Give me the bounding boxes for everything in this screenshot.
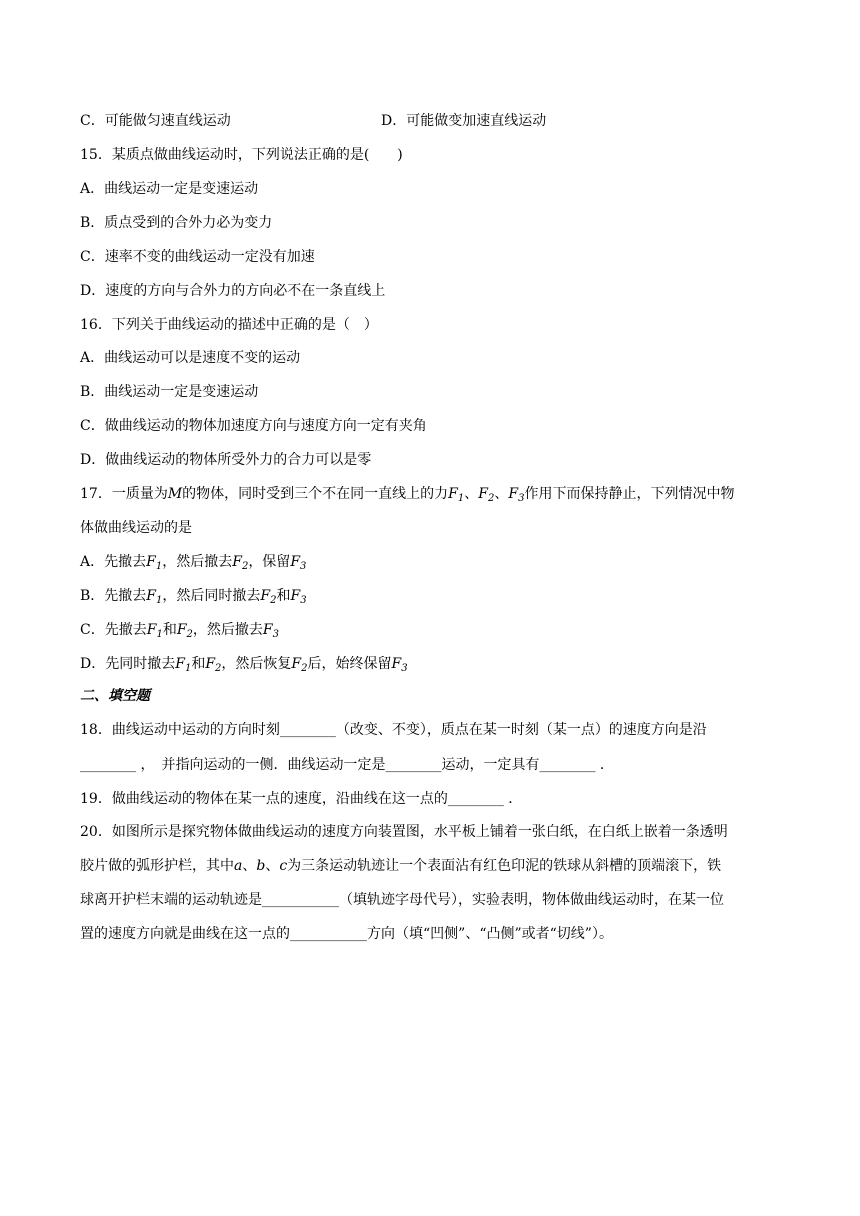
q17-option-text: 和 — [191, 656, 206, 672]
q17-force-symbol: F — [146, 622, 157, 638]
q17-force-symbol: F — [260, 588, 271, 604]
q20-line2 — [80, 856, 721, 876]
q18-line2: ________ ， 并指向运动的一侧．曲线运动一定是________运动，一定具有________ ． — [80, 757, 614, 773]
q17-option-text: 后，始终保留 — [307, 656, 392, 672]
q17-force-symbol: F — [232, 554, 242, 570]
q17-option-text: A．先撤去 — [80, 554, 147, 570]
q17-force-symbol: F — [478, 486, 488, 502]
q17-force-symbol: F — [508, 486, 519, 502]
q17-subscript: 1 — [155, 561, 163, 572]
q17-option-text: C．先撤去 — [80, 622, 147, 638]
q16-option-a: A．曲线运动可以是速度不变的运动 — [80, 350, 301, 366]
q17-force-symbol: F — [205, 656, 216, 672]
q17-force-symbol: F — [176, 622, 187, 638]
q15-stem: 15．某质点做曲线运动时，下列说法正确的是( ) — [80, 147, 403, 163]
q17-force-symbol: F — [146, 554, 156, 570]
q17-stem-line1 — [80, 484, 734, 509]
q17-subscript: 3 — [300, 595, 307, 606]
q17-subscript: 3 — [518, 493, 525, 504]
q15-option-d: D．速度的方向与合外力的方向必不在一条直线上 — [80, 283, 386, 299]
q20-text: 胶片做的弧形护栏，其中 — [80, 858, 234, 874]
q17-stem-text: 作用下而保持静止，下列情况中物 — [524, 486, 735, 502]
q17-option-text: D．先同时撤去 — [80, 656, 176, 672]
q15-option-c: C．速率不变的曲线运动一定没有加速 — [80, 249, 315, 265]
q20-track-b: b — [256, 858, 266, 874]
q17-stem-line2: 体做曲线运动的是 — [80, 520, 192, 536]
q17-subscript: 2 — [215, 663, 222, 674]
q17-option-text: ，然后撤去 — [192, 622, 263, 638]
q17-subscript: 3 — [272, 629, 279, 640]
q16-stem: 16．下列关于曲线运动的描述中正确的是（ ） — [80, 317, 378, 333]
q17-force-symbol: F — [291, 656, 302, 672]
q14-option-d: D．可能做变加速直线运动 — [381, 113, 547, 129]
q16-option-c: C．做曲线运动的物体加速度方向与速度方向一定有夹角 — [80, 418, 427, 434]
q17-force-symbol: F — [146, 588, 157, 604]
q17-subscript: 2 — [241, 561, 249, 572]
q17-stem-text: 的物体，同时受到三个不在同一直线上的力 — [182, 486, 449, 502]
q17-option-text: B．先撤去 — [80, 588, 147, 604]
q15-option-b: B．质点受到的合外力必为变力 — [80, 215, 273, 231]
q17-subscript: 1 — [156, 629, 163, 640]
q16-option-b: B．曲线运动一定是变速运动 — [80, 384, 259, 400]
q17-force-symbol: F — [175, 656, 185, 672]
q17-force-symbol: F — [391, 656, 402, 672]
q16-option-d: D．做曲线运动的物体所受外力的合力可以是零 — [80, 452, 372, 468]
q17-option-text: 和 — [276, 588, 291, 604]
q17-subscript: 1 — [457, 493, 465, 504]
q17-subscript: 2 — [487, 493, 495, 504]
q17-separator: 、 — [464, 486, 479, 502]
q17-option-text: ，然后恢复 — [221, 656, 292, 672]
q17-subscript: 2 — [301, 663, 308, 674]
q17-force-symbol: F — [262, 622, 273, 638]
q20-track-a: a — [234, 858, 243, 874]
q17-option-text: ，然后撤去 — [162, 554, 233, 570]
q17-force-symbol: F — [290, 588, 301, 604]
q17-option-d — [80, 654, 408, 679]
q17-option-c — [80, 620, 279, 645]
section-heading-fill-in: 二、填空题 — [80, 688, 150, 704]
q17-mass-symbol: M — [167, 486, 183, 502]
q17-subscript: 2 — [186, 629, 193, 640]
q17-subscript: 3 — [401, 663, 408, 674]
q20-line3: 球离开护栏末端的运动轨迹是___________（填轨迹字母代号），实验表明，物体做曲线运动时，在某一位 — [80, 892, 724, 908]
q19-line: 19．做曲线运动的物体在某一点的速度，沿曲线在这一点的________ ． — [80, 791, 523, 807]
q20-line1: 20．如图所示是探究物体做曲线运动的速度方向装置图，水平板上铺着一张白纸，在白纸上嵌着一条透明 — [80, 824, 728, 840]
q17-force-symbol: F — [448, 486, 458, 502]
q17-stem-text: 17．一质量为 — [80, 486, 168, 502]
q17-option-b — [80, 586, 307, 611]
q14-options-row — [80, 111, 546, 131]
q18-line1: 18．曲线运动中运动的方向时刻________（改变、不变），质点在某一时刻（某一点）的速度方向是沿 — [80, 722, 707, 738]
q17-subscript: 3 — [300, 561, 307, 572]
q17-option-a — [80, 552, 306, 577]
q20-separator: 、 — [265, 858, 280, 874]
q20-track-c: c — [279, 858, 288, 874]
q17-subscript: 2 — [270, 595, 277, 606]
q20-text: 为三条运动轨迹让一个表面沾有红色印泥的铁球从斜槽的顶端滚下，铁 — [287, 858, 722, 874]
q17-option-text: ，保留 — [248, 554, 291, 570]
q17-subscript: 1 — [184, 663, 192, 674]
q17-option-text: ，然后同时撤去 — [162, 588, 261, 604]
q17-force-symbol: F — [290, 554, 301, 570]
q20-separator: 、 — [242, 858, 257, 874]
q17-separator: 、 — [494, 486, 509, 502]
q14-option-c: C．可能做匀速直线运动 — [80, 113, 231, 129]
q17-subscript: 1 — [156, 595, 163, 606]
q17-option-text: 和 — [162, 622, 177, 638]
q20-line4: 置的速度方向就是曲线在这一点的___________方向（填“凹侧”、“凸侧”或者“切线”）。 — [80, 926, 613, 942]
q15-option-a: A．曲线运动一定是变速运动 — [80, 181, 259, 197]
